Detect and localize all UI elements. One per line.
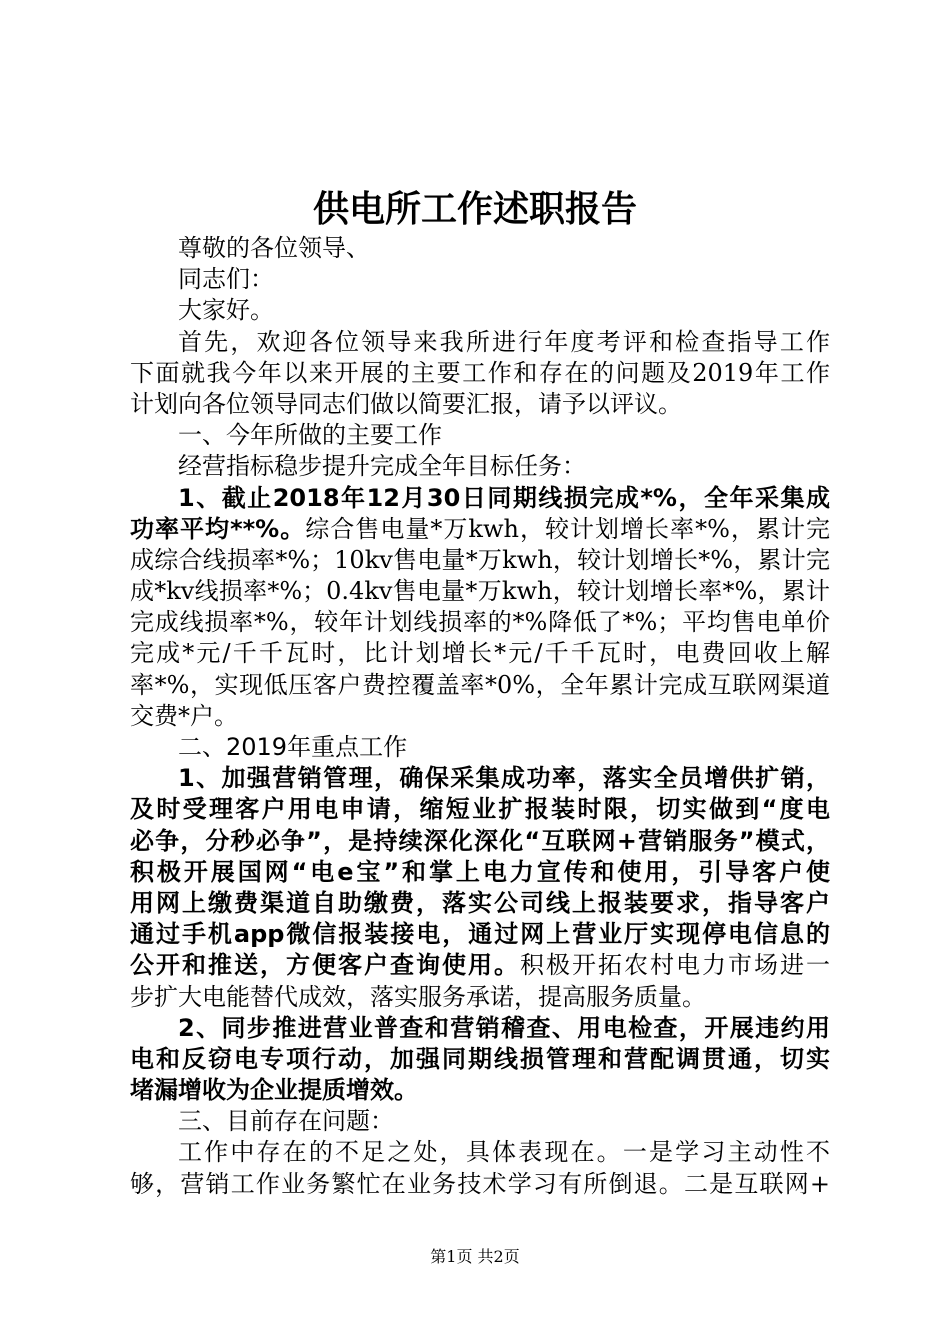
intro-line: 计划向各位领导同志们做以简要汇报，请予以评议。 <box>130 389 682 418</box>
bold-segment: 功率平均**%。 <box>130 514 306 543</box>
paragraph-line <box>130 950 830 981</box>
page-number-footer: 第1页 共2页 <box>430 1247 520 1266</box>
paragraph-line <box>130 514 830 545</box>
paragraph-line: 1、截止2018年12月30日同期线损完成*%，全年采集成 <box>178 483 830 512</box>
greeting-line: 尊敬的各位领导、 <box>178 234 370 262</box>
paragraph-line: 堵漏增收为企业提质增效。 <box>130 1076 418 1105</box>
paragraph-line: 必争，分秒必争”，是持续深化深化“互联网+营销服务”模式， <box>130 826 830 855</box>
paragraph-line: 步扩大电能替代成效，落实服务承诺，提高服务质量。 <box>130 982 706 1011</box>
document-body <box>130 233 830 1200</box>
section-heading: 二、2019年重点工作 <box>178 733 408 761</box>
paragraph-line: 2、同步推进营业普查和营销稽查、用电检查，开展违约用 <box>178 1013 830 1042</box>
paragraph-line: 够，营销工作业务繁忙在业务技术学习有所倒退。二是互联网+ <box>130 1169 830 1198</box>
section-heading: 三、目前存在问题： <box>178 1107 394 1136</box>
greeting-line: 大家好。 <box>178 296 274 325</box>
paragraph-line: 用网上缴费渠道自助缴费，落实公司线上报装要求，指导客户 <box>130 888 830 917</box>
paragraph-line: 积极开展国网“电e宝”和掌上电力宣传和使用，引导客户使 <box>130 857 830 886</box>
regular-segment: 综合售电量*万kwh，较计划增长率*%，累计完 <box>305 514 830 543</box>
document-title: 供电所工作述职报告 <box>312 188 637 230</box>
intro-line: 下面就我今年以来开展的主要工作和存在的问题及2019年工作 <box>130 358 830 387</box>
paragraph-line: 完成*元/千千瓦时，比计划增长*元/千千瓦时，电费回收上解 <box>130 639 830 668</box>
paragraph-line: 率*%，实现低压客户费控覆盖率*0%，全年累计完成互联网渠道 <box>130 670 830 699</box>
intro-line: 首先，欢迎各位领导来我所进行年度考评和检查指导工作 <box>178 327 830 356</box>
paragraph-line: 1、加强营销管理，确保采集成功率，落实全员增供扩销， <box>178 764 830 793</box>
paragraph-line: 工作中存在的不足之处，具体表现在。一是学习主动性不 <box>178 1138 830 1167</box>
section-heading: 一、今年所做的主要工作 <box>178 421 442 450</box>
paragraph-line: 成*kv线损率*%；0.4kv售电量*万kwh，较计划增长率*%，累计 <box>130 577 830 606</box>
paragraph-line: 成综合线损率*%；10kv售电量*万kwh，较计划增长*%，累计完 <box>130 545 830 574</box>
paragraph-line: 交费*户。 <box>130 701 238 730</box>
paragraph-line: 完成线损率*%，较年计划线损率的*%降低了*%；平均售电单价 <box>130 608 830 637</box>
paragraph-line: 电和反窃电专项行动，加强同期线损管理和营配调贯通，切实 <box>130 1044 830 1073</box>
greeting-line: 同志们： <box>178 265 274 294</box>
regular-segment: 积极开拓农村电力市场进一 <box>520 951 830 980</box>
paragraph-line: 及时受理客户用电申请，缩短业扩报装时限，切实做到“度电 <box>130 795 830 824</box>
paragraph-line: 通过手机app微信报装接电，通过网上营业厅实现停电信息的 <box>130 920 830 949</box>
paragraph-line: 经营指标稳步提升完成全年目标任务： <box>178 452 586 481</box>
bold-segment: 公开和推送，方便客户查询使用。 <box>130 951 520 980</box>
